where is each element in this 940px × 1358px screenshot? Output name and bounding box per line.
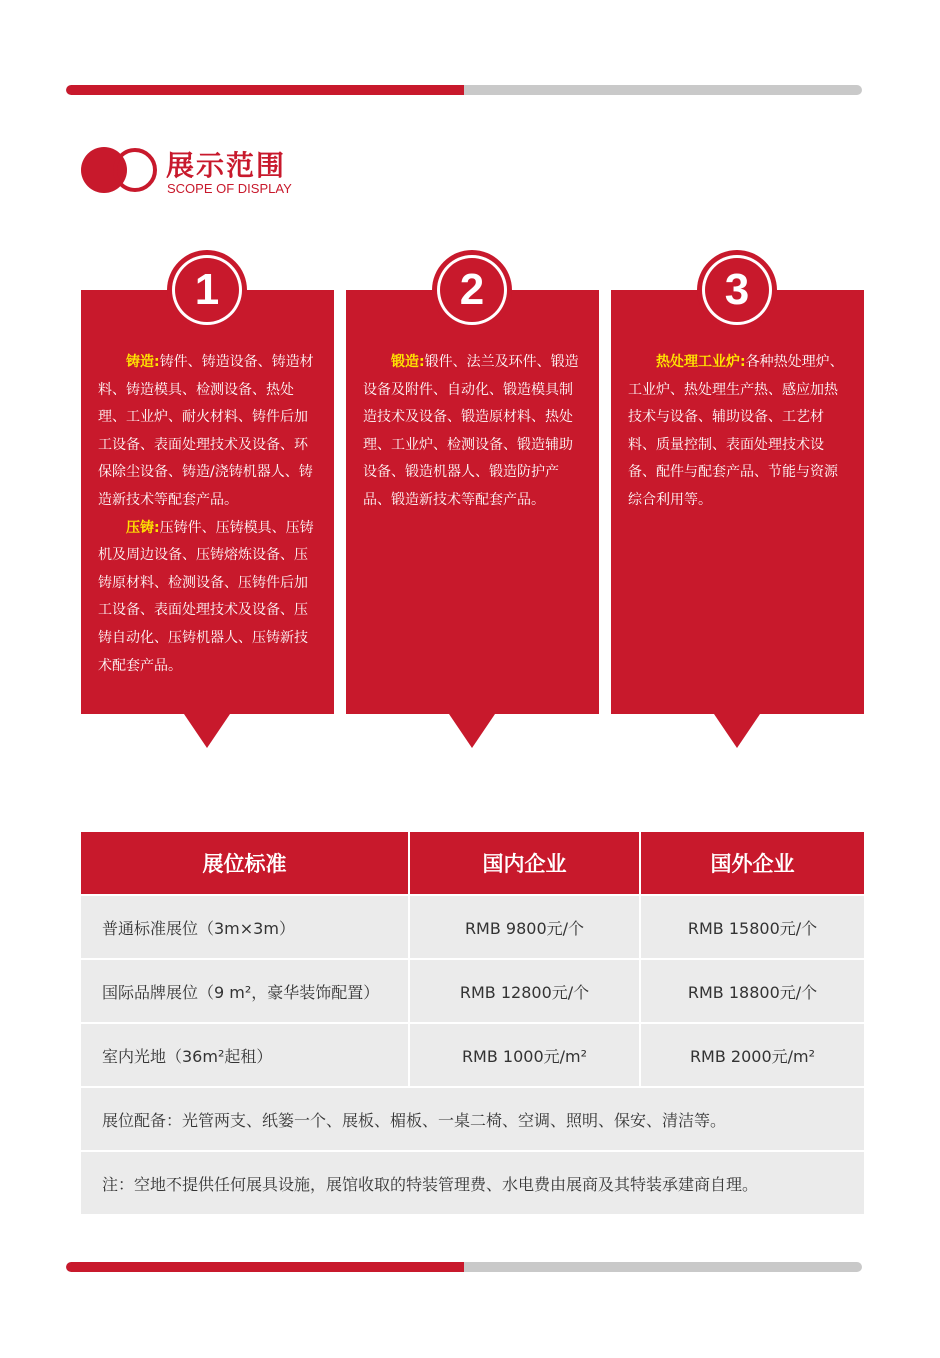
scope-card-2 bbox=[346, 265, 599, 714]
card-pointer bbox=[714, 714, 760, 748]
card-keyword: 压铸: bbox=[126, 519, 160, 536]
table-cell: 室内光地（36m²起租） bbox=[81, 1024, 408, 1086]
section-title: 展示范围 bbox=[166, 149, 287, 182]
card-pointer bbox=[449, 714, 495, 748]
card-keyword: 铸造: bbox=[126, 354, 160, 370]
badge-number: 3 bbox=[705, 258, 769, 322]
card-text bbox=[363, 349, 585, 515]
badge-number: 1 bbox=[175, 258, 239, 322]
number-badge bbox=[432, 250, 512, 330]
table-header-cell: 国内企业 bbox=[410, 832, 639, 894]
card-text bbox=[98, 349, 320, 680]
card-pointer bbox=[184, 714, 230, 748]
double-circle-logo-icon bbox=[80, 146, 160, 194]
top-progress-bar-fill bbox=[66, 85, 464, 95]
card-description: 各种热处理炉、工业炉、热处理生产热、感应加热技术与设备、辅助设备、工艺材料、质量控制、表面处理技术设备、配件与配套产品、节能与资源综合利用等。 bbox=[628, 354, 844, 508]
table-cell: RMB 18800元/个 bbox=[641, 960, 864, 1022]
booth-equipment-note: 展位配备：光管两支、纸篓一个、展板、楣板、一桌二椅、空调、照明、保安、清洁等。 bbox=[81, 1088, 864, 1150]
table-note-row bbox=[81, 1086, 864, 1150]
card-description: 锻件、法兰及环件、锻造设备及附件、自动化、锻造模具制造技术及设备、锻造原材料、热处理、工业炉、检测设备、锻造辅助设备、锻造机器人、锻造防护产品、锻造新技术等配套产品。 bbox=[363, 354, 579, 508]
number-badge bbox=[167, 250, 247, 330]
table-row bbox=[81, 958, 864, 1022]
table-cell: 国际品牌展位（9 m²，豪华装饰配置） bbox=[81, 960, 408, 1022]
table-header-cell: 展位标准 bbox=[81, 832, 408, 894]
table-cell: RMB 15800元/个 bbox=[641, 896, 864, 958]
card-paragraph bbox=[628, 349, 850, 515]
table-cell: RMB 2000元/m² bbox=[641, 1024, 864, 1086]
card-text bbox=[628, 349, 850, 515]
card-paragraph bbox=[363, 349, 585, 515]
bottom-progress-bar-fill bbox=[66, 1262, 464, 1272]
table-header-row bbox=[81, 832, 864, 894]
bottom-progress-bar bbox=[66, 1262, 862, 1272]
table-header-cell: 国外企业 bbox=[641, 832, 864, 894]
table-cell: RMB 1000元/m² bbox=[410, 1024, 639, 1086]
card-paragraph bbox=[98, 349, 320, 515]
scope-card-3 bbox=[611, 265, 864, 714]
table-cell: 普通标准展位（3m×3m） bbox=[81, 896, 408, 958]
table-row bbox=[81, 1022, 864, 1086]
top-progress-bar bbox=[66, 85, 862, 95]
card-paragraph bbox=[98, 515, 320, 681]
number-badge bbox=[697, 250, 777, 330]
table-note-row bbox=[81, 1150, 864, 1214]
scope-card-1 bbox=[81, 265, 334, 714]
card-description: 铸件、铸造设备、铸造材料、铸造模具、检测设备、热处理、工业炉、耐火材料、铸件后加工设备、表面处理技术及设备、环保除尘设备、铸造/浇铸机器人、铸造新技术等配套产品。 bbox=[98, 354, 314, 508]
card-keyword: 锻造: bbox=[391, 354, 425, 370]
card-description: 压铸件、压铸模具、压铸机及周边设备、压铸熔炼设备、压铸原材料、检测设备、压铸件后加工设备、表面处理技术及设备、压铸自动化、压铸机器人、压铸新技术配套产品。 bbox=[98, 519, 314, 674]
table-cell: RMB 9800元/个 bbox=[410, 896, 639, 958]
section-subtitle: SCOPE OF DISPLAY bbox=[167, 181, 292, 196]
table-cell: RMB 12800元/个 bbox=[410, 960, 639, 1022]
card-keyword: 热处理工业炉: bbox=[656, 354, 746, 370]
table-row bbox=[81, 894, 864, 958]
booth-price-table bbox=[81, 832, 864, 1214]
space-fee-note: 注：空地不提供任何展具设施，展馆收取的特装管理费、水电费由展商及其特装承建商自理。 bbox=[81, 1152, 864, 1214]
badge-number: 2 bbox=[440, 258, 504, 322]
